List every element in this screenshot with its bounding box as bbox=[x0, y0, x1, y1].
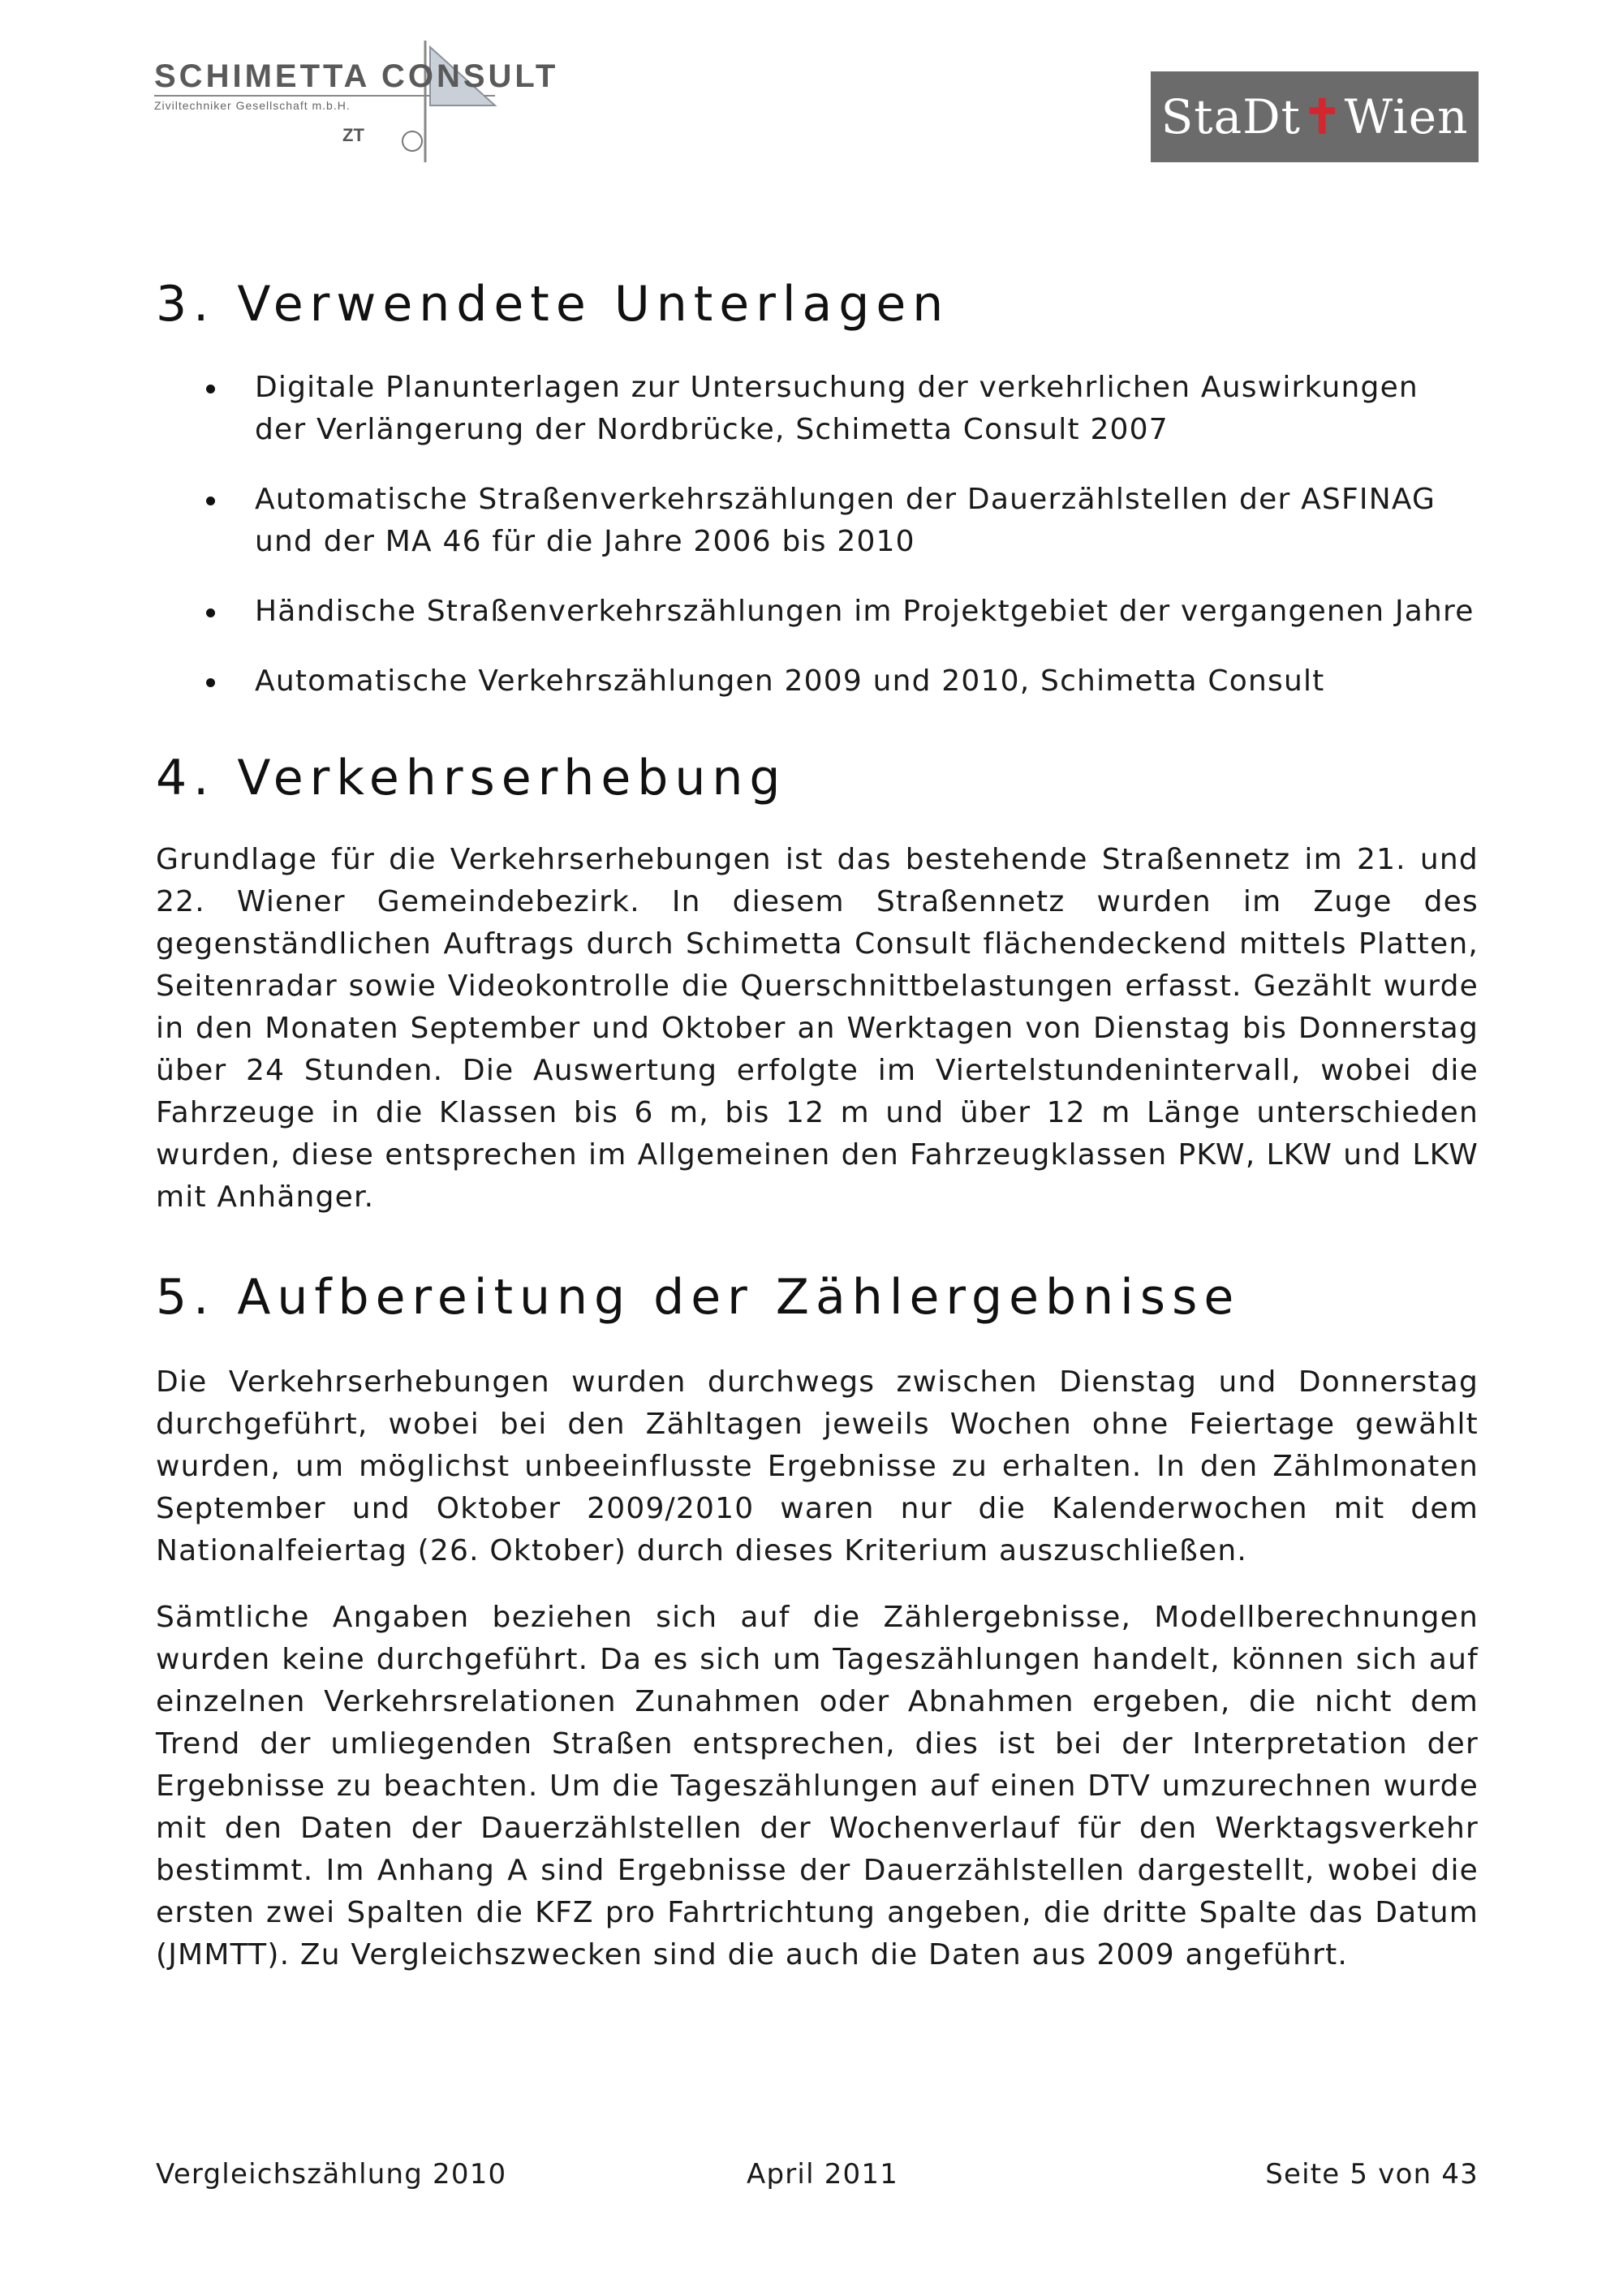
section-3 bbox=[156, 276, 1479, 703]
bullet-icon bbox=[206, 497, 215, 505]
list-item-text: Händische Straßenverkehrszählungen im Projektgebiet der vergangenen Jahre bbox=[255, 595, 1474, 628]
section-5 bbox=[156, 1269, 1479, 1976]
logo-name: SCHIMETTA CONSULT bbox=[154, 58, 559, 94]
footer-date: April 2011 bbox=[747, 2158, 899, 2191]
stadt-wien-text-2: Wien bbox=[1344, 89, 1469, 144]
page-footer bbox=[156, 2158, 1479, 2199]
list-item bbox=[156, 660, 1479, 703]
stadt-wien-text-1: StaDt bbox=[1160, 89, 1301, 144]
list-item bbox=[156, 591, 1479, 633]
section-5-heading: 5. Aufbereitung der Zählergebnisse bbox=[156, 1269, 1241, 1326]
page-header bbox=[0, 0, 1623, 187]
bullet-icon bbox=[206, 385, 215, 393]
logo-subtitle: Ziviltechniker Gesellschaft m.b.H. bbox=[154, 99, 351, 112]
section-4-paragraph: Grundlage für die Verkehrserhebungen ist das bestehende Straßennetz im 21. und 22. Wiener Gemeindebezirk. In diesem Straßennetz wurden im Zuge des gegenständlichen Auftrags durch Schimetta Consult flächendeckend mittels Platten, Seitenradar sowie Videokontrolle die Querschnittbelastungen erfasst. Gezählt wurde in den Monaten September und Oktober an Werktagen von Dienstag bis Donnerstag über 24 Stunden. Die Auswertung erfolgte im Viertelstundenintervall, wobei die Fahrzeuge in die Klassen bis 6 m, bis 12 m und über 12 m Länge unterschieden wurden, diese entsprechen im Allgemeinen den Fahrzeugklassen PKW, LKW und LKW mit Anhänger. bbox=[156, 843, 1479, 1214]
section-5-paragraph-2: Sämtliche Angaben beziehen sich auf die Zählergebnisse, Modellberechnungen wurden keine durchgeführt. Da es sich um Tageszählungen handelt, können sich auf einzelnen Verkehrsrelationen Zunahmen oder Abnahmen ergeben, die nicht dem Trend der umliegenden Straßen entsprechen, dies ist bei der Interpretation der Ergebnisse zu beachten. Um die Tageszählungen auf einen DTV umzurechnen wurde mit den Daten der Dauerzählstellen der Wochenverlauf für den Werktagsverkehr bestimmt. Im Anhang A sind Ergebnisse der Dauerzählstellen dargestellt, wobei die ersten zwei Spalten die KFZ pro Fahrtrichtung angeben, die dritte Spalte das Datum (JMMTT). Zu Vergleichszwecken sind die auch die Daten aus 2009 angeführt. bbox=[156, 1601, 1479, 1971]
bullet-icon bbox=[206, 608, 215, 617]
logo-badge: ZT bbox=[342, 125, 364, 145]
footer-document-title: Vergleichszählung 2010 bbox=[156, 2158, 507, 2191]
list-item bbox=[156, 367, 1479, 451]
footer-page-number: Seite 5 von 43 bbox=[1265, 2158, 1479, 2191]
section-3-heading: 3. Verwendete Unterlagen bbox=[156, 276, 950, 333]
section-4-heading: 4. Verkehrserhebung bbox=[156, 750, 787, 806]
schimetta-consult-logo bbox=[154, 41, 559, 170]
list-item-text: Automatische Straßenverkehrszählungen der Dauerzählstellen der ASFINAG und der MA 46 für die Jahre 2006 bis 2010 bbox=[255, 483, 1436, 558]
section-5-paragraph-1: Die Verkehrserhebungen wurden durchwegs zwischen Dienstag und Donnerstag durchgeführt, wobei bei den Zähltagen jeweils Wochen ohne Feiertage gewählt wurden, um möglichst unbeeinflusste Ergebnisse zu erhalten. In den Zählmonaten September und Oktober 2009/2010 waren nur die Kalenderwochen mit dem Nationalfeiertag (26. Oktober) durch dieses Kriterium auszuschließen. bbox=[156, 1365, 1479, 1567]
vienna-cross-icon: ✝ bbox=[1302, 89, 1343, 144]
page-content bbox=[156, 276, 1479, 1976]
section-3-list bbox=[156, 367, 1479, 703]
stadt-wien-wordmark bbox=[1161, 89, 1469, 144]
section-4 bbox=[156, 750, 1479, 1219]
bullet-icon bbox=[206, 678, 215, 687]
list-item-text: Digitale Planunterlagen zur Untersuchung der verkehrlichen Auswirkungen der Verlängerung der Nordbrücke, Schimetta Consult 2007 bbox=[255, 371, 1419, 446]
list-item-text: Automatische Verkehrszählungen 2009 und 2010, Schimetta Consult bbox=[255, 664, 1325, 698]
stadt-wien-logo bbox=[1151, 71, 1479, 162]
list-item bbox=[156, 479, 1479, 563]
